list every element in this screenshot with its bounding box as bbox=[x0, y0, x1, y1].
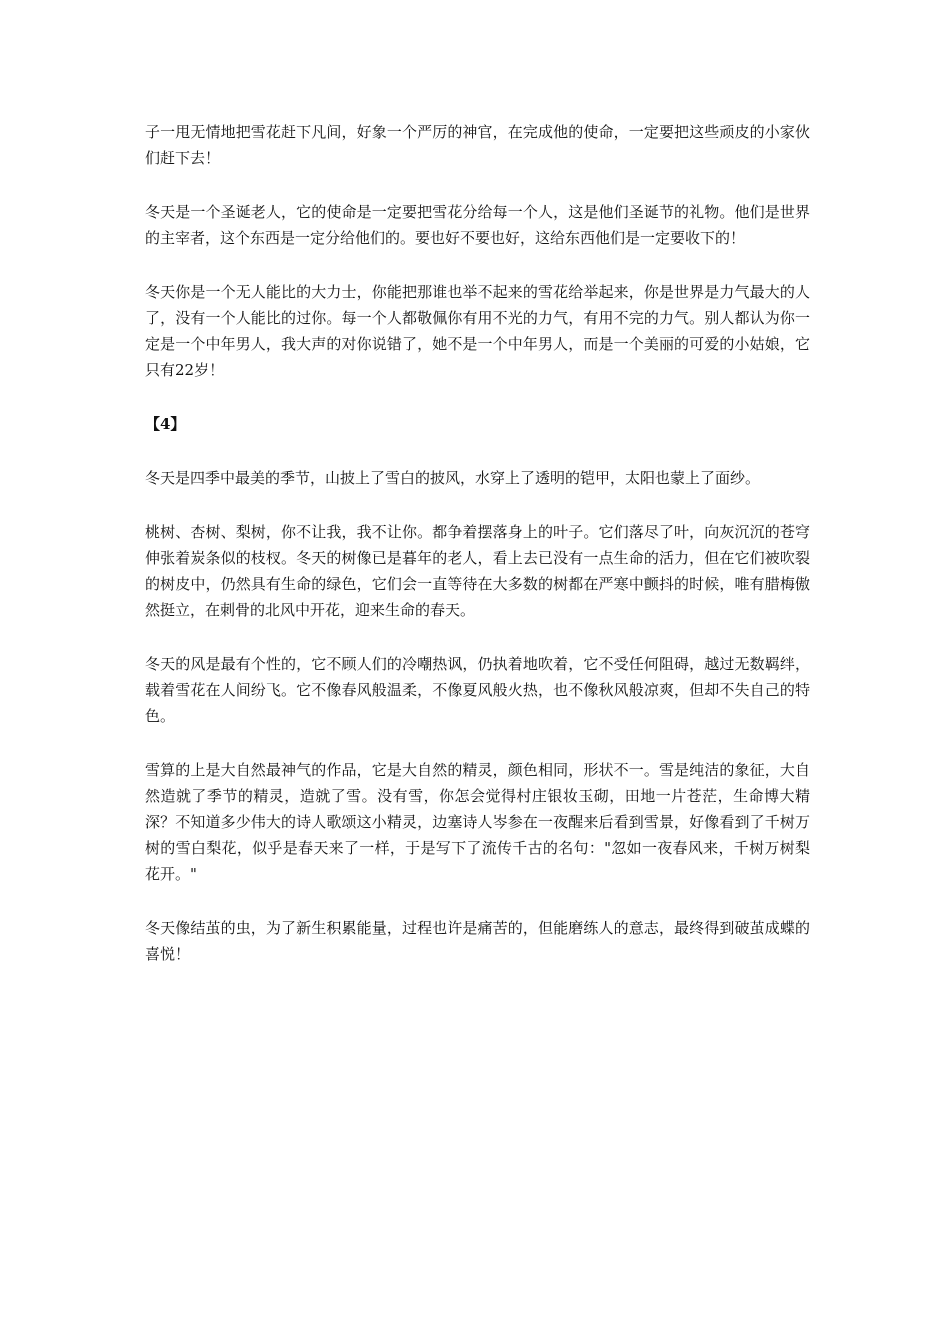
section-heading: 【4】 bbox=[145, 415, 186, 433]
paragraph: 雪算的上是大自然最神气的作品，它是大自然的精灵，颜色相同，形状不一。雪是纯洁的象征，大自然造就了季节的精灵，造就了雪。没有雪，你怎会觉得村庄银妆玉砌，田地一片苍茫，生命博大精深？不知道多少伟大的诗人歌颂这小精灵，边塞诗人岑参在一夜醒来后看到雪景，好像看到了千树万树的雪白梨花，似乎是春天来了一样，于是写下了流传千古的名句："忽如一夜春风来，千树万树梨花开。" bbox=[145, 761, 810, 883]
paragraph: 冬天你是一个无人能比的大力士，你能把那谁也举不起来的雪花给举起来，你是世界是力气最大的人了，没有一个人能比的过你。每一个人都敬佩你有用不光的力气，有用不完的力气。别人都认为你一定是一个中年男人，我大声的对你说错了，她不是一个中年男人，而是一个美丽的可爱的小姑娘，它只有22岁！ bbox=[145, 283, 810, 379]
paragraph: 桃树、杏树、梨树，你不让我，我不让你。都争着摆落身上的叶子。它们落尽了叶，向灰沉沉的苍穹伸张着炭条似的枝杈。冬天的树像已是暮年的老人，看上去已没有一点生命的活力，但在它们被吹裂的树皮中，仍然具有生命的绿色，它们会一直等待在大多数的树都在严寒中颤抖的时候，唯有腊梅傲然挺立，在刺骨的北风中开花，迎来生命的春天。 bbox=[145, 523, 810, 619]
paragraph: 冬天是一个圣诞老人，它的使命是一定要把雪花分给每一个人，这是他们圣诞节的礼物。他们是世界的主宰者，这个东西是一定分给他们的。要也好不要也好，这给东西他们是一定要收下的！ bbox=[145, 203, 810, 247]
paragraph: 冬天的风是最有个性的，它不顾人们的冷嘲热讽，仍执着地吹着，它不受任何阻碍，越过无数羁绊，载着雪花在人间纷飞。它不像春风般温柔，不像夏风般火热，也不像秋风般凉爽，但却不失自己的特色。 bbox=[145, 655, 810, 725]
paragraph: 冬天是四季中最美的季节，山披上了雪白的披风，水穿上了透明的铠甲，太阳也蒙上了面纱。 bbox=[145, 469, 761, 487]
paragraph: 子一甩无情地把雪花赶下凡间，好象一个严厉的神官，在完成他的使命，一定要把这些顽皮的小家伙们赶下去！ bbox=[145, 123, 810, 167]
paragraph: 冬天像结茧的虫，为了新生积累能量，过程也许是痛苦的，但能磨练人的意志，最终得到破茧成蝶的喜悦！ bbox=[145, 919, 810, 963]
document-body bbox=[145, 119, 810, 995]
